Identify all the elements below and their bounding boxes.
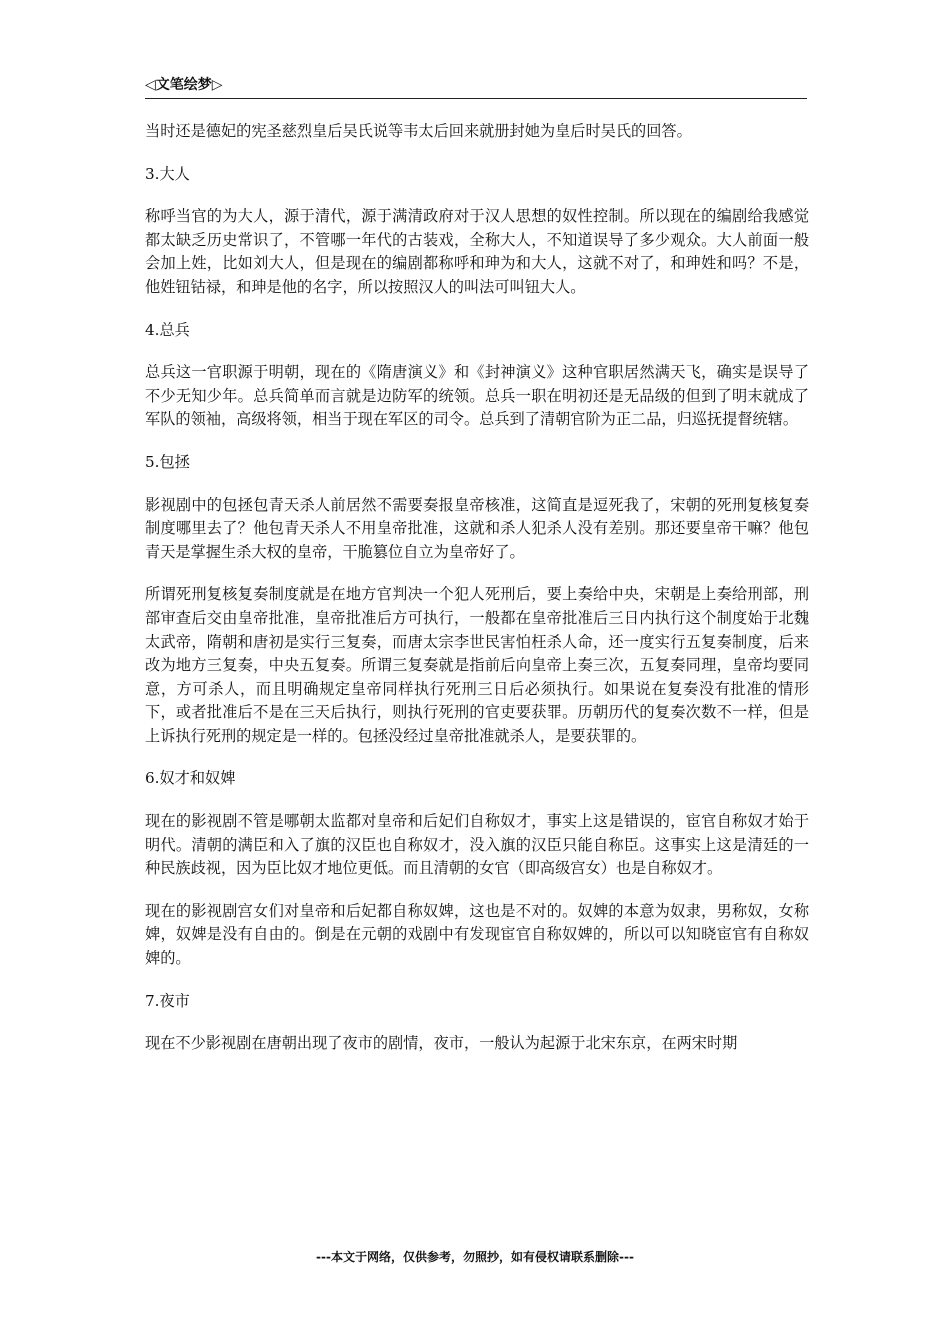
- section-heading: 6.奴才和奴婢: [145, 769, 236, 788]
- page-header: [145, 76, 807, 99]
- page-footer: ---本文于网络，仅供参考，勿照抄，如有侵权请联系删除---: [316, 1250, 634, 1264]
- section-heading: 7.夜市: [145, 991, 190, 1010]
- paragraph: 现在的影视剧宫女们对皇帝和后妃都自称奴婢，这也是不对的。奴婢的本意为奴隶，男称奴，女称婢，奴婢是没有自由的。倒是在元朝的戏剧中有发现宦官自称奴婢的，所以可以知晓宦官有自称奴婢的。: [145, 901, 809, 968]
- section-heading: 4.总兵: [145, 320, 190, 339]
- paragraph: 称呼当官的为大人，源于清代，源于满清政府对于汉人思想的奴性控制。所以现在的编剧给我感觉都太缺乏历史常识了，不管哪一年代的古装戏，全称大人，不知道误导了多少观众。大人前面一般会加上姓，比如刘大人，但是现在的编剧都称呼和珅为和大人，这就不对了，和珅姓和吗？不是，他姓钮钴禄，和珅是他的名字，所以按照汉人的叫法可叫钮大人。: [145, 207, 809, 296]
- section-heading: 3.大人: [145, 164, 190, 183]
- paragraph: 现在不少影视剧在唐朝出现了夜市的剧情，夜市，一般认为起源于北宋东京，在两宋时期: [145, 1034, 738, 1053]
- section-heading: 5.包拯: [145, 452, 190, 471]
- paragraph: 影视剧中的包拯包青天杀人前居然不需要奏报皇帝核准，这简直是逗死我了，宋朝的死刑复核复奏制度哪里去了？他包青天杀人不用皇帝批准，这就和杀人犯杀人没有差别。那还要皇帝干嘛？他包青天是掌握生杀大权的皇帝，干脆篡位自立为皇帝好了。: [145, 495, 809, 561]
- document-body: [145, 120, 809, 1075]
- paragraph: 所谓死刑复核复奏制度就是在地方官判决一个犯人死刑后，要上奏给中央，宋朝是上奏给刑部，刑部审查后交由皇帝批准，皇帝批准后方可执行，一般都在皇帝批准后三日内执行这个制度始于北魏太武帝，隋朝和唐初是实行三复奏，而唐太宗李世民害怕枉杀人命，还一度实行五复奏制度，后来改为地方三复奏，中央五复奏。所谓三复奏就是指前后向皇帝上奏三次，五复奏同理，皇帝均要同意，方可杀人，而且明确规定皇帝同样执行死刑三日后必须执行。如果说在复奏没有批准的情形下，或者批准后不是在三天后执行，则执行死刑的官吏要获罪。历朝历代的复奏次数不一样，但是上诉执行死刑的规定是一样的。包拯没经过皇帝批准就杀人，是要获罪的。: [145, 585, 809, 745]
- header-title: ◁文笔绘梦▷: [145, 77, 223, 93]
- paragraph: 当时还是德妃的宪圣慈烈皇后吴氏说等韦太后回来就册封她为皇后时吴氏的回答。: [145, 122, 692, 140]
- paragraph: 总兵这一官职源于明朝，现在的《隋唐演义》和《封神演义》这种官职居然满天飞，确实是误导了不少无知少年。总兵简单而言就是边防军的统领。总兵一职在明初还是无品级的但到了明末就成了军队的领袖，高级将领，相当于现在军区的司令。总兵到了清朝官阶为正二品，归巡抚提督统辖。: [145, 363, 809, 429]
- paragraph: 现在的影视剧不管是哪朝太监都对皇帝和后妃们自称奴才，事实上这是错误的，宦官自称奴才始于明代。清朝的满臣和入了旗的汉臣也自称奴才，没入旗的汉臣只能自称臣。这事实上这是清廷的一种民族歧视，因为臣比奴才地位更低。而且清朝的女官（即高级宫女）也是自称奴才。: [145, 812, 809, 878]
